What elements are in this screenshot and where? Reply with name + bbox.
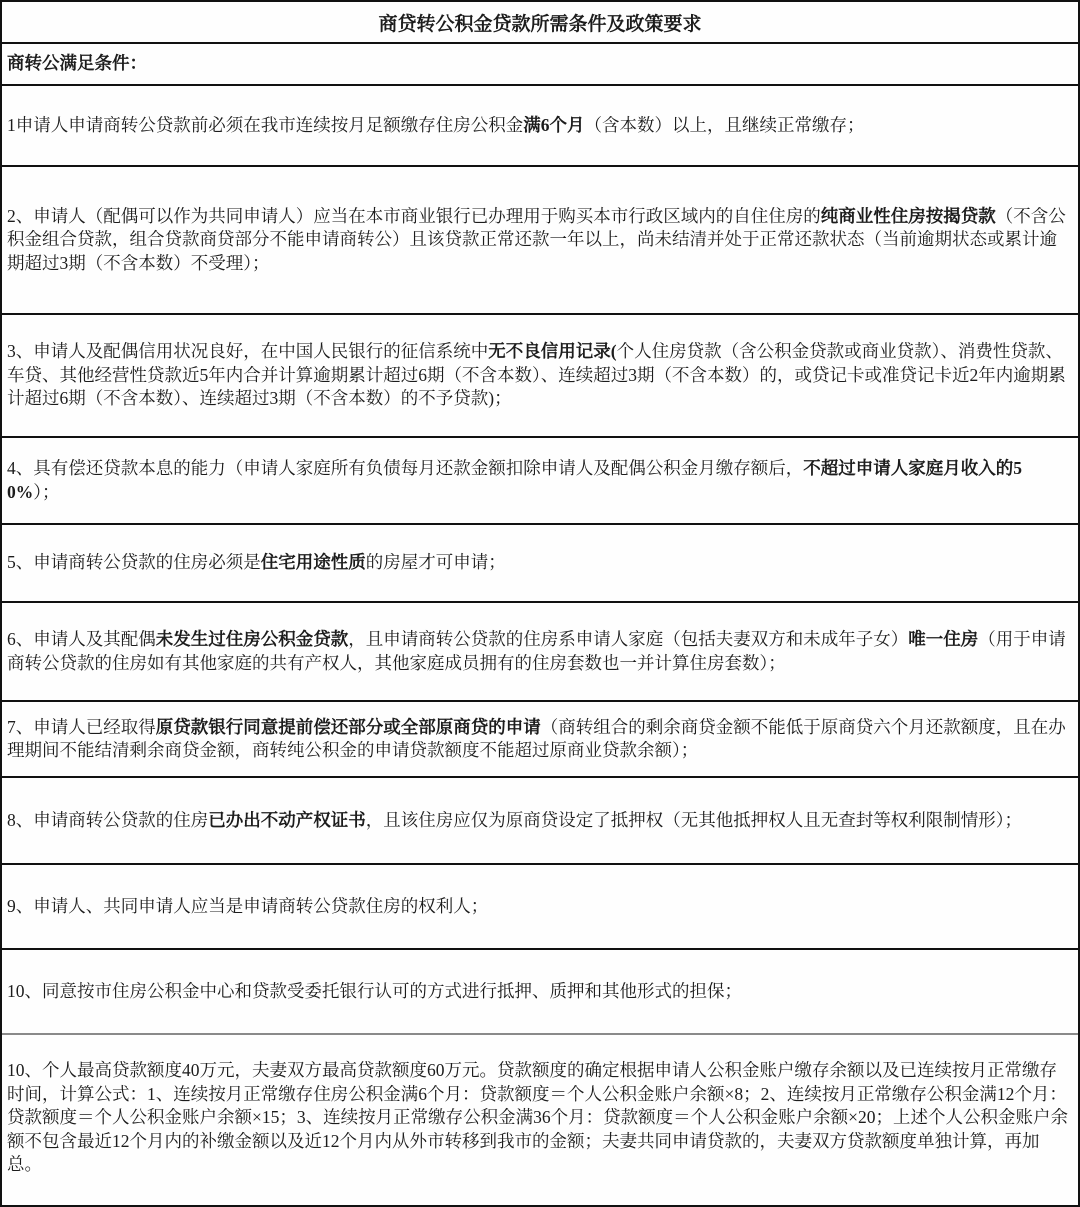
condition-text-6: 6、申请人及其配偶未发生过住房公积金贷款，且申请商转公贷款的住房系申请人家庭（包括夫妻双方和未成年子女）唯一住房（用于申请商转公贷款的住房如有其他家庭的共有产权人，其他家庭成员拥有的住房套数也一并计算住房套数）； bbox=[7, 629, 1066, 673]
condition-text-10: 10、同意按市住房公积金中心和贷款受委托银行认可的方式进行抵押、质押和其他形式的担保； bbox=[7, 980, 742, 1001]
condition-text-4: 4、具有偿还贷款本息的能力（申请人家庭所有负债每月还款金额扣除申请人及配偶公积金月缴存额后，不超过申请人家庭月收入的50%）； bbox=[7, 458, 1022, 502]
condition-row-1 bbox=[2, 86, 1078, 167]
page-title: 商贷转公积金贷款所需条件及政策要求 bbox=[378, 13, 702, 35]
condition-text-11: 10、个人最高贷款额度40万元，夫妻双方最高贷款额度60万元。贷款额度的确定根据申请人公积金账户缴存余额以及已连续按月正常缴存时间，计算公式：1、连续按月正常缴存住房公积金满6个月：贷款额度＝个人公积金账户余额×8；2、连续按月正常缴存公积金满12个月：贷款额度＝个人公积金账户余额×15；3、连续按月正常缴存公积金满36个月：贷款额度＝个人公积金账户余额×20；上述个人公积金账户余额不包含最近12个月内的补缴金额以及近12个月内从外市转移到我市的金额；夫妻共同申请贷款的，夫妻双方贷款额度单独计算，再加总。 bbox=[7, 1060, 1068, 1175]
table-title-row bbox=[2, 2, 1078, 44]
section-header: 商转公满足条件： bbox=[7, 53, 147, 74]
condition-text-7: 7、申请人已经取得原贷款银行同意提前偿还部分或全部原商贷的申请（商转组合的剩余商贷金额不能低于原商贷六个月还款额度，且在办理期间不能结清剩余商贷金额，商转纯公积金的申请贷款额度不能超过原商业贷款余额）； bbox=[7, 716, 1066, 760]
condition-row-2 bbox=[2, 167, 1078, 315]
condition-text-3: 3、申请人及配偶信用状况良好，在中国人民银行的征信系统中无不良信用记录(个人住房贷款（含公积金贷款或商业贷款）、消费性贷款、车贷、其他经营性贷款近5年内合并计算逾期累计超过6期（不含本数）、连续超过3期（不含本数）的，或贷记卡或准贷记卡近2年内逾期累计超过6期（不含本数）、连续超过3期（不含本数）的不予贷款)； bbox=[7, 341, 1066, 409]
section-header-row bbox=[2, 44, 1078, 86]
condition-row-5 bbox=[2, 525, 1078, 603]
condition-text-2: 2、申请人（配偶可以作为共同申请人）应当在本市商业银行已办理用于购买本市行政区域内的自住住房的纯商业性住房按揭贷款（不含公积金组合贷款，组合贷款商贷部分不能申请商转公）且该贷款正常还款一年以上，尚未结清并处于正常还款状态（当前逾期状态或累计逾期超过3期（不含本数）不受理）； bbox=[7, 205, 1066, 273]
condition-row-3 bbox=[2, 315, 1078, 438]
condition-row-9 bbox=[2, 865, 1078, 950]
condition-row-7 bbox=[2, 702, 1078, 778]
condition-row-10 bbox=[2, 950, 1078, 1035]
condition-text-1: 1申请人申请商转公贷款前必须在我市连续按月足额缴存住房公积金满6个月（含本数）以上，且继续正常缴存； bbox=[7, 114, 865, 135]
condition-row-11-loan-limit bbox=[2, 1035, 1078, 1201]
condition-row-4 bbox=[2, 438, 1078, 525]
condition-row-8 bbox=[2, 778, 1078, 865]
condition-text-5: 5、申请商转公贷款的住房必须是住宅用途性质的房屋才可申请； bbox=[7, 552, 506, 573]
condition-text-9: 9、申请人、共同申请人应当是申请商转公贷款住房的权利人； bbox=[7, 895, 489, 916]
condition-row-6 bbox=[2, 603, 1078, 702]
condition-text-8: 8、申请商转公贷款的住房已办出不动产权证书，且该住房应仅为原商贷设定了抵押权（无其他抵押权人且无查封等权利限制情形）； bbox=[7, 809, 1022, 830]
